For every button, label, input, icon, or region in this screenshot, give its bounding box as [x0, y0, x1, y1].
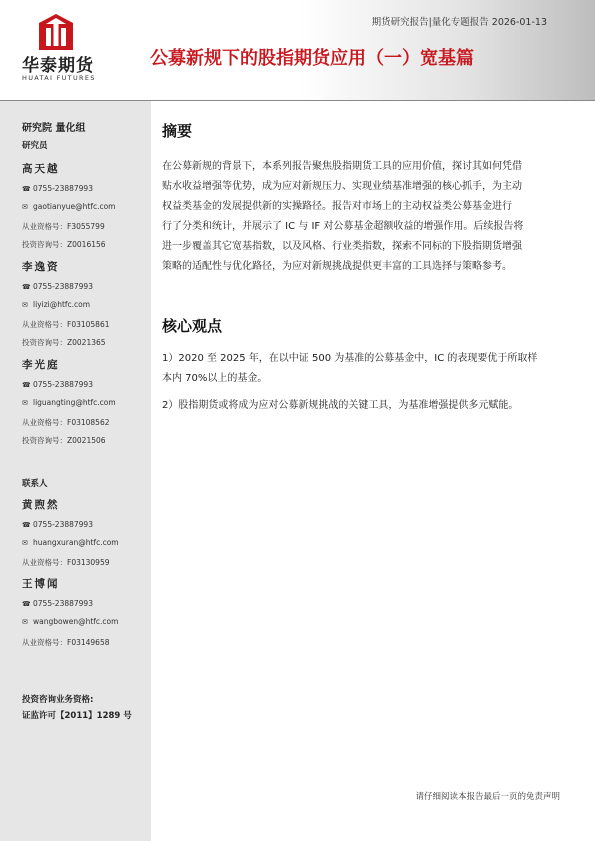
researcher-advisory: 投资咨询号：Z0016156 — [22, 240, 106, 249]
researcher-license: 从业资格号：F03108562 — [22, 418, 110, 427]
email-icon: ✉ — [22, 399, 28, 407]
phone-text: 0755-23887993 — [33, 184, 93, 193]
email-icon: ✉ — [22, 618, 28, 626]
contact-name: 黄煦然 — [22, 499, 60, 511]
contact-license: 从业资格号：F03130959 — [22, 558, 110, 567]
researcher-license: 从业资格号：F03105861 — [22, 320, 110, 329]
contact-phone — [22, 520, 93, 529]
researcher-phone — [22, 282, 93, 291]
email-icon: ✉ — [22, 539, 28, 547]
license-text: 证监许可【2011】1289 号 — [22, 711, 132, 721]
phone-icon: ☎ — [22, 521, 31, 529]
org-name: 研究院 量化组 — [22, 123, 86, 134]
researcher-phone — [22, 184, 93, 193]
phone-text: 0755-23887993 — [33, 520, 93, 529]
researcher-license: 从业资格号：F3055799 — [22, 222, 105, 231]
contact-license: 从业资格号：F03149658 — [22, 638, 110, 647]
phone-text: 0755-23887993 — [33, 599, 93, 608]
summary-line: 在公募新规的背景下，本系列报告聚焦股指期货工具的应用价值，探讨其如何凭借 — [162, 161, 522, 172]
email-icon: ✉ — [22, 203, 28, 211]
summary-line: 权益类基金的发展提供新的实操路径。报告对市场上的主动权益类公募基金进行 — [162, 201, 512, 212]
core-view-2 — [162, 396, 565, 416]
contact-email[interactable] — [22, 617, 118, 626]
contact-phone — [22, 599, 93, 608]
view-line: 本内 70%以上的基金。 — [162, 373, 268, 384]
report-meta: 期货研究报告|量化专题报告 2026-01-13 — [371, 17, 547, 28]
summary-paragraph — [162, 157, 565, 277]
view-line: 2）股指期货或将成为应对公募新规挑战的关键工具，为基准增强提供多元赋能。 — [162, 400, 519, 411]
phone-icon: ☎ — [22, 600, 31, 608]
phone-icon: ☎ — [22, 381, 31, 389]
report-title: 公募新规下的股指期货应用（一）宽基篇 — [150, 48, 474, 69]
researcher-name: 李逸资 — [22, 261, 60, 273]
summary-heading: 摘要 — [162, 122, 193, 140]
summary-line: 贴水收益增强等优势，成为应对新规压力、实现业绩基准增强的核心抓手，为主动 — [162, 181, 522, 192]
researcher-phone — [22, 380, 93, 389]
contact-email[interactable] — [22, 538, 119, 547]
researcher-advisory: 投资咨询号：Z0021506 — [22, 436, 106, 445]
email-text[interactable]: huangxuran@htfc.com — [33, 538, 119, 547]
researcher-name: 高天越 — [22, 163, 60, 175]
company-logo — [22, 14, 96, 84]
disclaimer-note: 请仔细阅读本报告最后一页的免责声明 — [415, 792, 560, 802]
phone-icon: ☎ — [22, 185, 31, 193]
role-label: 研究员 — [22, 141, 48, 151]
license-title: 投资咨询业务资格: — [22, 695, 94, 705]
author-sidebar — [0, 101, 151, 841]
huatai-logo-icon — [39, 14, 73, 50]
phone-text: 0755-23887993 — [33, 282, 93, 291]
email-text[interactable]: liyizi@htfc.com — [33, 300, 91, 309]
researcher-email[interactable] — [22, 202, 116, 211]
logo-chinese-name: 华泰期货 — [22, 56, 94, 76]
researcher-advisory: 投资咨询号：Z0021365 — [22, 338, 106, 347]
contact-name: 王博闻 — [22, 578, 60, 590]
phone-icon: ☎ — [22, 283, 31, 291]
core-views-heading: 核心观点 — [162, 317, 223, 335]
email-icon: ✉ — [22, 301, 28, 309]
researcher-name: 李光庭 — [22, 359, 60, 371]
summary-line: 行了分类和统计，并展示了 IC 与 IF 对公募基金超额收益的增强作用。后续报告将 — [162, 221, 524, 232]
researcher-email[interactable] — [22, 300, 90, 309]
contact-label: 联系人 — [22, 479, 48, 489]
summary-line: 进一步覆盖其它宽基指数，以及风格、行业类指数，探索不同标的下股指期货增强 — [162, 241, 522, 252]
email-text[interactable]: wangbowen@htfc.com — [33, 617, 119, 626]
logo-english-name: HUATAI FUTURES — [22, 74, 96, 82]
summary-line: 策略的适配性与优化路径，为应对新规挑战提供更丰富的工具选择与策略参考。 — [162, 261, 512, 272]
view-line: 1）2020 至 2025 年，在以中证 500 为基准的公募基金中，IC 的表现要优于所取样 — [162, 353, 538, 364]
phone-text: 0755-23887993 — [33, 380, 93, 389]
email-text[interactable]: gaotianyue@htfc.com — [33, 202, 116, 211]
email-text[interactable]: liguangting@htfc.com — [33, 398, 116, 407]
core-view-1 — [162, 349, 565, 389]
researcher-email[interactable] — [22, 398, 116, 407]
